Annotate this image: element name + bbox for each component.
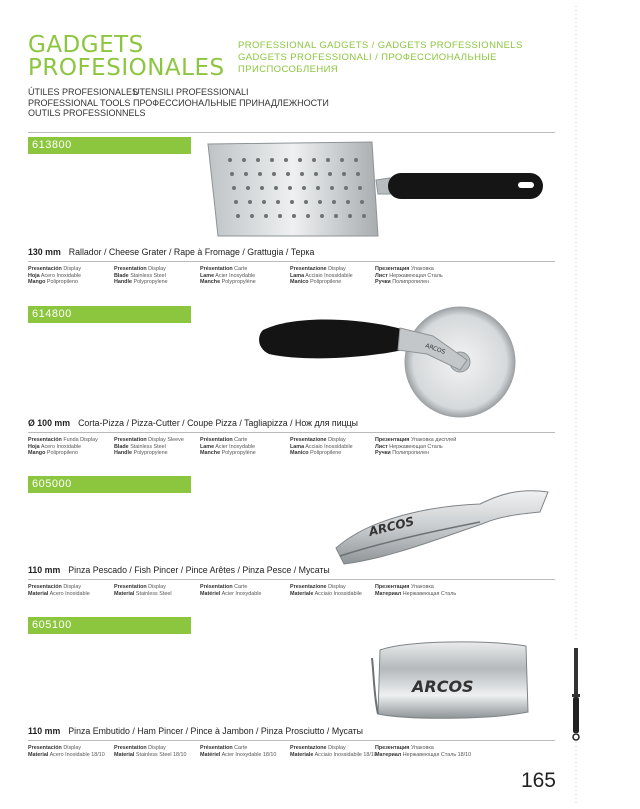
spec-value: Нержавеющая Сталь 18/10 — [402, 751, 472, 758]
spec-value: Acier Inoxydable 18/10 — [221, 751, 277, 758]
spec-column — [290, 584, 376, 597]
spec-label: Lame — [200, 443, 215, 450]
spec-label: Manche — [200, 279, 221, 286]
spec-value: Display — [63, 584, 82, 590]
spec-column — [375, 745, 472, 758]
spec-label: Lama — [290, 443, 305, 450]
spec-column — [114, 266, 200, 286]
spec-value: Acero Inoxidable — [40, 443, 82, 450]
spec-value: Нержавеющая Сталь — [389, 272, 443, 279]
spec-label: Manche — [200, 450, 221, 457]
spec-divider — [28, 740, 555, 741]
spec-value: Polipropilene — [310, 279, 342, 286]
language-list-right — [133, 87, 329, 108]
spec-column — [28, 437, 114, 457]
spec-value: Carte — [234, 584, 248, 590]
spec-value: Acciaio Inossidabile — [305, 443, 353, 450]
spec-label: Презентация — [375, 584, 410, 590]
spec-value: Acier Inoxydable — [215, 443, 256, 450]
spec-value: Stainless Steel — [130, 443, 166, 450]
spec-label: Презентация — [375, 745, 410, 751]
spec-value: Acciaio Inossidabile — [314, 590, 362, 597]
spec-label: Presentation — [114, 437, 147, 443]
spec-label: Presentación — [28, 584, 62, 590]
lang-item: OUTILS PROFESSIONNELS — [28, 108, 146, 118]
spec-label: Hoja — [28, 272, 40, 279]
spec-label: Mango — [28, 450, 46, 457]
spec-value: Display — [328, 437, 346, 443]
spec-label: Lama — [290, 272, 305, 279]
spec-divider — [28, 261, 555, 262]
cheese-grater-image — [200, 140, 550, 240]
subtitle-line-3: ПРИСПОСОБЛЕНИЯ — [238, 64, 339, 75]
product-specs — [28, 266, 555, 288]
spec-label: Matériel — [200, 751, 221, 758]
lang-item: ПРОФЕССИОНАЛЬНЫЕ ПРИНАДЛЕЖНОСТИ — [133, 97, 329, 108]
spec-value: Carte — [234, 745, 248, 751]
spec-label: Material — [114, 590, 135, 597]
spec-label: Materiale — [290, 751, 314, 758]
spec-value: Display — [148, 584, 166, 590]
product-specs — [28, 745, 555, 767]
product-size: 110 mm — [28, 565, 61, 575]
product-code-bar: 605000 — [28, 476, 191, 493]
spec-label: Materiale — [290, 590, 314, 597]
page-number: 165 — [520, 769, 556, 792]
fish-pincer-image — [330, 478, 555, 570]
spec-value: Полипропилен — [392, 279, 430, 286]
spec-label: Lame — [200, 272, 215, 279]
title-line-2: PROFESIONALES — [28, 55, 225, 81]
page-subtitle — [238, 40, 538, 76]
product-code-bar: 613800 — [28, 137, 191, 154]
spec-value: Acciaio Inossidabile 18/10 — [314, 751, 377, 758]
spec-divider — [28, 579, 555, 580]
spec-label: Hoja — [28, 443, 40, 450]
page-title — [28, 34, 228, 80]
spec-value: Polipropileno — [46, 279, 79, 286]
pizza-cutter-image — [255, 300, 525, 420]
lang-item: PROFESSIONAL TOOLS — [28, 97, 131, 108]
spec-column — [28, 584, 114, 597]
spec-label: Презентация — [375, 266, 410, 272]
spec-label: Manico — [290, 279, 309, 286]
spec-value: Display — [148, 266, 166, 272]
spec-value: Stainless Steel 18/10 — [135, 751, 187, 758]
product-specs — [28, 437, 555, 459]
spec-column — [114, 745, 200, 758]
spec-column — [200, 266, 286, 286]
product-specs — [28, 584, 555, 606]
product-code-bar: 614800 — [28, 306, 191, 323]
spec-label: Matériel — [200, 590, 221, 597]
spec-value: Polipropileno — [46, 450, 79, 457]
subtitle-line-2: GADGETS PROFESSIONALI / ПРОФЕССИОНАЛЬНЫЕ — [238, 52, 497, 63]
spec-label: Mango — [28, 279, 46, 286]
spec-label: Handle — [114, 279, 132, 286]
spec-value: Display — [328, 584, 346, 590]
spec-value: Polypropylene — [133, 279, 168, 286]
spec-column — [375, 266, 461, 286]
spec-value: Stainless Steel — [135, 590, 172, 597]
product-name: Rallador / Cheese Grater / Rape à Fromage / Grattugia / Терка — [68, 247, 315, 257]
lang-item: ÚTILES PROFESIONALES — [28, 87, 139, 97]
spec-label: Ручки — [375, 450, 391, 457]
spec-label: Материал — [375, 590, 402, 597]
spec-label: Material — [28, 751, 49, 758]
spec-label: Blade — [114, 443, 129, 450]
brand-logo: ARCOS — [424, 342, 447, 356]
product-title — [28, 247, 314, 257]
spec-value: Упаковка — [410, 584, 434, 590]
product-name: Corta-Pizza / Pizza-Cutter / Coupe Pizza / Tagliapizza / Нож для пиццы — [78, 418, 359, 428]
spec-value: Display — [328, 266, 346, 272]
title-line-1: GADGETS — [28, 32, 144, 58]
spec-value: Display — [63, 266, 82, 272]
brand-logo: ARCOS — [367, 514, 416, 539]
spec-value: Acier Inoxydable — [221, 590, 262, 597]
spec-column — [28, 266, 114, 286]
spec-value: Упаковка — [410, 266, 434, 272]
spec-label: Материал — [375, 751, 402, 758]
spec-value: Нержавеющая Сталь — [389, 443, 443, 450]
spec-value: Display Sleeve — [148, 437, 184, 443]
spec-value: Polypropylène — [221, 450, 256, 457]
sharpening-steel-icon — [572, 648, 580, 740]
spec-label: Presentation — [114, 584, 147, 590]
spec-column — [200, 437, 286, 457]
spec-label: Présentation — [200, 745, 233, 751]
spec-column — [290, 745, 376, 758]
spec-label: Blade — [114, 272, 129, 279]
spec-value: Stainless Steel — [130, 272, 166, 279]
sidebar-decoration — [566, 0, 586, 809]
spec-column — [200, 584, 286, 597]
spec-label: Presentación — [28, 437, 62, 443]
spec-value: Acero Inoxidable 18/10 — [49, 751, 105, 758]
spec-value: Carte — [234, 437, 248, 443]
product-name: Pinza Pescado / Fish Pincer / Pince Arêtes / Pinza Pesce / Мусаты — [68, 565, 330, 575]
spec-value: Упаковка дисплей — [410, 437, 457, 443]
spec-label: Лист — [375, 443, 388, 450]
spec-label: Presentazione — [290, 745, 327, 751]
spec-label: Présentation — [200, 584, 233, 590]
spec-value: Полипропилен — [392, 450, 430, 457]
spec-value: Polypropylène — [221, 279, 256, 286]
spec-divider — [28, 432, 555, 433]
spec-label: Presentazione — [290, 437, 327, 443]
product-size: Ø 100 mm — [28, 418, 71, 428]
spec-value: Funda Display — [63, 437, 98, 443]
spec-value: Acero Inoxidable — [49, 590, 90, 597]
lang-item: UTENSILI PROFESSIONALI — [133, 87, 249, 97]
spec-value: Acier Inoxydable — [215, 272, 256, 279]
product-size: 110 mm — [28, 726, 61, 736]
spec-column — [375, 437, 461, 457]
product-size: 130 mm — [28, 247, 61, 257]
product-code-bar: 605100 — [28, 617, 191, 634]
spec-value: Display — [148, 745, 166, 751]
header-divider — [28, 132, 555, 133]
language-list-left — [28, 87, 146, 119]
spec-label: Material — [114, 751, 135, 758]
spec-value: Нержавеющая Сталь — [402, 590, 457, 597]
spec-label: Manico — [290, 450, 309, 457]
spec-label: Handle — [114, 450, 132, 457]
spec-label: Presentación — [28, 745, 62, 751]
spec-label: Material — [28, 590, 49, 597]
spec-value: Carte — [234, 266, 248, 272]
subtitle-line-1: PROFESSIONAL GADGETS / GADGETS PROFESSIONNELS — [238, 40, 523, 51]
spec-label: Presentación — [28, 266, 62, 272]
spec-value: Acero Inoxidable — [40, 272, 82, 279]
spec-value: Polypropylene — [133, 450, 168, 457]
spec-column — [28, 745, 114, 758]
spec-value: Упаковка — [410, 745, 434, 751]
spec-value: Acciaio Inossidabile — [305, 272, 353, 279]
spec-column — [290, 266, 376, 286]
ham-pincer-image — [368, 636, 538, 724]
product-title — [28, 565, 330, 575]
spec-column — [114, 437, 200, 457]
product-title — [28, 726, 363, 736]
spec-label: Presentazione — [290, 584, 327, 590]
spec-label: Презентация — [375, 437, 410, 443]
spec-value: Polipropilene — [310, 450, 342, 457]
spec-label: Présentation — [200, 437, 233, 443]
spec-label: Présentation — [200, 266, 233, 272]
spec-label: Лист — [375, 272, 388, 279]
spec-label: Presentation — [114, 745, 147, 751]
spec-column — [200, 745, 286, 758]
spec-label: Presentazione — [290, 266, 327, 272]
product-title — [28, 418, 358, 428]
spec-value: Display — [63, 745, 82, 751]
spec-column — [375, 584, 461, 597]
spec-label: Presentation — [114, 266, 147, 272]
spec-value: Display — [328, 745, 346, 751]
brand-logo: ARCOS — [412, 677, 474, 696]
spec-label: Ручки — [375, 279, 391, 286]
spec-column — [114, 584, 200, 597]
product-name: Pinza Embutido / Ham Pincer / Pince à Jambon / Pinza Prosciutto / Мусаты — [68, 726, 363, 736]
spec-column — [290, 437, 376, 457]
